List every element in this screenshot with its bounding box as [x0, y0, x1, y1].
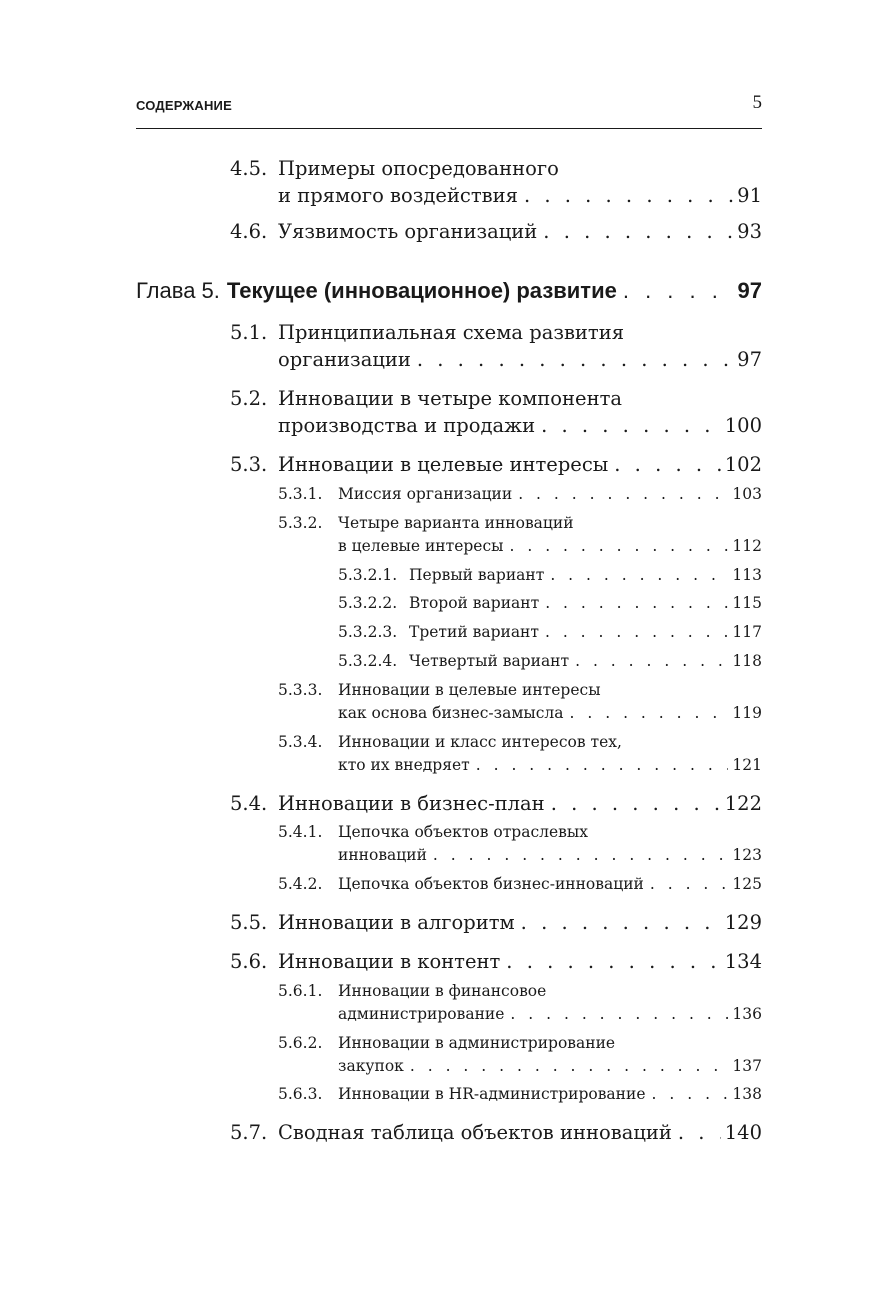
toc-page: 119	[732, 704, 762, 722]
toc-title: Инновации в алгоритм	[278, 911, 515, 934]
toc-page: 125	[732, 875, 762, 893]
toc-page: 140	[724, 1121, 762, 1144]
toc-number: 5.5.	[230, 911, 268, 934]
toc-number: 5.4.2.	[278, 875, 323, 893]
toc-number: 5.1.	[230, 321, 268, 344]
toc-number: 5.7.	[230, 1121, 268, 1144]
toc-title: Уязвимость организаций	[278, 220, 538, 243]
toc-title-line1: Инновации и класс интересов тех,	[338, 733, 622, 751]
dot-leader	[541, 414, 721, 437]
dot-leader	[570, 704, 729, 722]
toc-page: 115	[732, 594, 762, 612]
toc-number: 5.3.1.	[278, 485, 323, 503]
toc-number: 5.2.	[230, 387, 268, 410]
toc-title: Второй вариант	[409, 594, 540, 612]
dot-leader	[623, 278, 734, 304]
toc-title-line2: организации	[278, 348, 411, 371]
toc-title-line2: и прямого воздействия	[278, 184, 518, 207]
toc-page: 91	[737, 184, 762, 207]
toc-title-line2: в целевые интересы	[338, 537, 504, 555]
toc-title-line2: администрирование	[338, 1005, 505, 1023]
toc-title-line1: Примеры опосредованного	[278, 157, 559, 180]
toc-title-line1: Инновации в финансовое	[338, 982, 547, 1000]
dot-leader	[545, 623, 728, 641]
dot-leader	[650, 875, 729, 893]
toc-title-line1: Инновации в администрирование	[338, 1034, 616, 1052]
toc-number: 5.3.2.3.	[338, 623, 398, 641]
toc-page: 117	[732, 623, 762, 641]
dot-leader	[551, 792, 721, 815]
toc-number: 5.4.	[230, 792, 268, 815]
toc-number: 5.6.1.	[278, 982, 323, 1000]
chapter-prefix: Глава 5.	[136, 278, 220, 303]
toc-title: Первый вариант	[409, 566, 545, 584]
dot-leader	[614, 453, 720, 476]
toc-page: 103	[732, 485, 762, 503]
toc-page: 137	[732, 1057, 762, 1075]
toc-page: 123	[732, 846, 762, 864]
dot-leader	[524, 184, 733, 207]
toc-page: 118	[732, 652, 762, 670]
toc-number: 5.3.2.2.	[338, 594, 398, 612]
toc-title-line2: инноваций	[338, 846, 427, 864]
toc-page: 100	[724, 414, 762, 437]
toc-title-line1: Четыре варианта инноваций	[338, 514, 574, 532]
toc-number: 5.6.3.	[278, 1085, 323, 1103]
toc-title: Сводная таблица объектов инноваций	[278, 1121, 672, 1144]
toc-title-line2: кто их внедряет	[338, 756, 470, 774]
toc-page: 138	[732, 1085, 762, 1103]
toc-page: 113	[732, 566, 762, 584]
dot-leader	[506, 950, 720, 973]
toc-number: 5.6.2.	[278, 1034, 323, 1052]
toc-title-line2: закупок	[338, 1057, 404, 1075]
dot-leader	[545, 594, 728, 612]
toc-page: 122	[724, 792, 762, 815]
dot-leader	[410, 1057, 729, 1075]
chapter-title: Текущее (инновационное) развитие	[226, 278, 617, 303]
toc-title-line1: Принципиальная схема развития	[278, 321, 625, 344]
toc-page: 102	[724, 453, 762, 476]
toc-number: 5.3.2.4.	[338, 652, 398, 670]
toc-page: 97	[737, 348, 762, 371]
dot-leader	[652, 1085, 729, 1103]
toc-number: 5.3.4.	[278, 733, 323, 751]
toc-title: Инновации в HR-администрирование	[338, 1085, 646, 1103]
toc-number: 5.3.3.	[278, 681, 323, 699]
toc-page: 136	[732, 1005, 762, 1023]
dot-leader	[521, 911, 721, 934]
toc-title: Четвертый вариант	[409, 652, 570, 670]
toc-title-line2: производства и продажи	[278, 414, 536, 437]
toc-title: Цепочка объектов бизнес-инноваций	[338, 875, 644, 893]
dot-leader	[417, 348, 733, 371]
toc-page: 129	[724, 911, 762, 934]
header-title: СОДЕРЖАНИЕ	[136, 98, 232, 113]
toc-title: Инновации в бизнес-план	[278, 792, 545, 815]
toc-number: 5.3.2.1.	[338, 566, 398, 584]
toc-number: 4.5.	[230, 157, 268, 180]
page-number: 5	[752, 92, 762, 113]
chapter-page: 97	[737, 278, 762, 303]
toc-title: Инновации в целевые интересы	[278, 453, 609, 476]
dot-leader	[543, 220, 733, 243]
toc-title-line1: Инновации в целевые интересы	[338, 681, 601, 699]
toc-title-line1: Инновации в четыре компонента	[278, 387, 622, 410]
dot-leader	[510, 1005, 728, 1023]
toc-number: 5.4.1.	[278, 823, 323, 841]
toc-number: 5.6.	[230, 950, 268, 973]
toc-title: Третий вариант	[409, 623, 539, 641]
dot-leader	[575, 652, 728, 670]
toc-page: 93	[737, 220, 762, 243]
toc-number: 4.6.	[230, 220, 268, 243]
toc-page: 134	[724, 950, 762, 973]
toc-number: 5.3.	[230, 453, 268, 476]
dot-leader	[476, 756, 729, 774]
dot-leader	[518, 485, 728, 503]
toc-page: 121	[732, 756, 762, 774]
dot-leader	[678, 1121, 721, 1144]
toc-page: 112	[732, 537, 762, 555]
toc-number: 5.3.2.	[278, 514, 323, 532]
dot-leader	[433, 846, 728, 864]
toc-title-line2: как основа бизнес-замысла	[338, 704, 564, 722]
toc-title: Инновации в контент	[278, 950, 501, 973]
toc-title: Миссия организации	[338, 485, 513, 503]
dot-leader	[510, 537, 729, 555]
toc-title-line1: Цепочка объектов отраслевых	[338, 823, 588, 841]
dot-leader	[550, 566, 728, 584]
